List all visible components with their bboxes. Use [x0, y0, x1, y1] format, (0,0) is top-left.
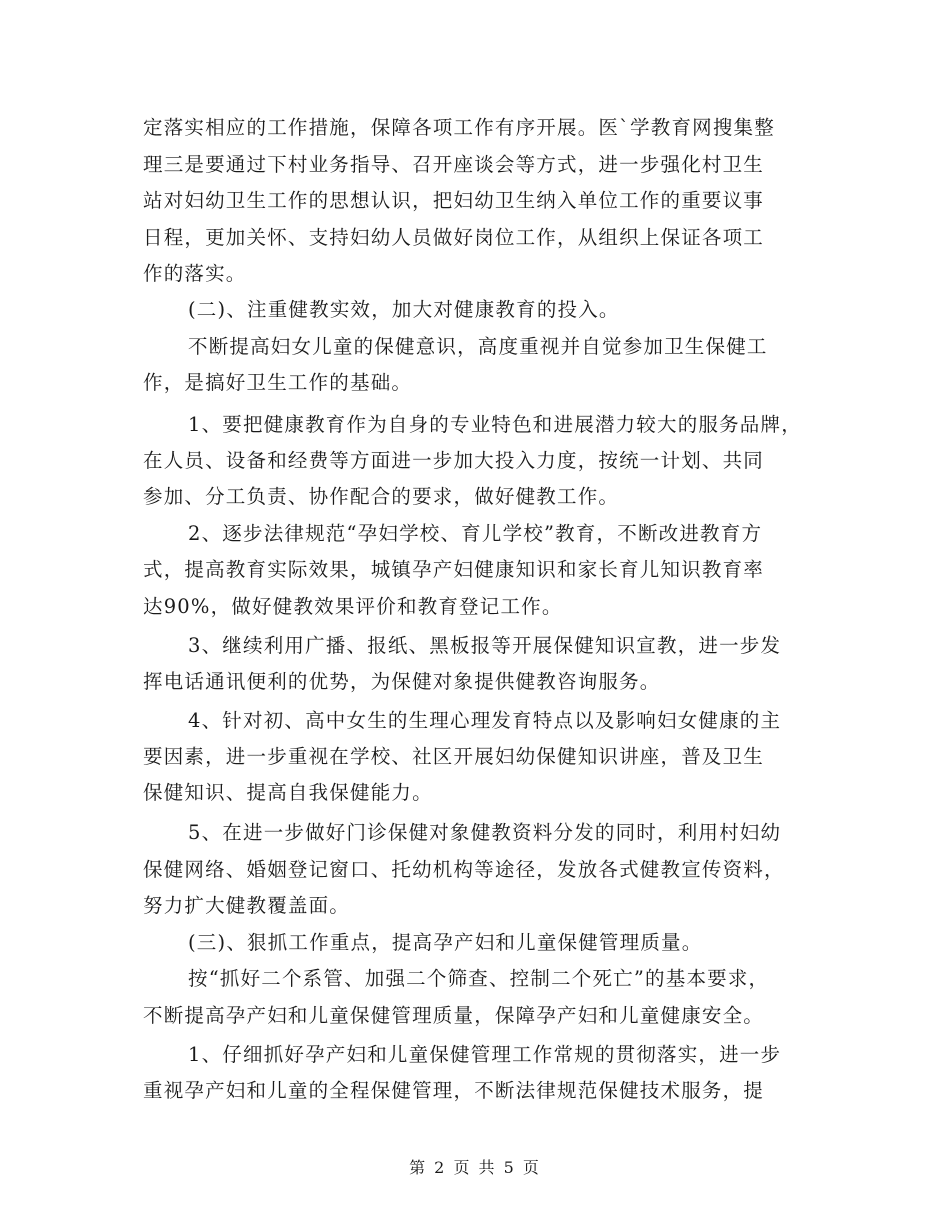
list-item-start: 1、仔细抓好孕产妇和儿童保健管理工作常规的贯彻落实，进一步 [188, 1043, 782, 1066]
text-line: 站对妇幼卫生工作的思想认识，把妇幼卫生纳入单位工作的重要议事 [143, 189, 765, 212]
section-heading: (三)、狠抓工作重点，提高孕产妇和儿童保健管理质量。 [188, 931, 703, 954]
text-line: 努力扩大健教覆盖面。 [143, 894, 351, 917]
text-line: 要因素，进一步重视在学校、社区开展妇幼保健知识讲座，普及卫生 [143, 745, 765, 768]
text-line: 式，提高教育实际效果，城镇孕产妇健康知识和家长育儿知识教育率 [143, 558, 765, 581]
text-line: 理三是要通过下村业务指导、召开座谈会等方式，进一步强化村卫生 [143, 153, 765, 176]
section-heading: (二)、注重健教实效，加大对健康教育的投入。 [188, 298, 620, 321]
text-line: 定落实相应的工作措施，保障各项工作有序开展。医`学教育网搜集整 [143, 116, 775, 139]
text-line: 保健知识、提高自我保健能力。 [143, 781, 433, 804]
list-item-start: 4、针对初、高中女生的生理心理发育特点以及影响妇女健康的主 [188, 709, 782, 732]
text-line: 日程，更加关怀、支持妇幼人员做好岗位工作，从组织上保证各项工 [143, 226, 765, 249]
page-number: 第 2 页 共 5 页 [409, 1158, 541, 1177]
list-item-start: 3、继续利用广播、报纸、黑板报等开展保健知识宣教，进一步发 [188, 634, 782, 657]
text-line: 重视孕产妇和儿童的全程保健管理，不断法律规范保健技术服务，提 [143, 1079, 765, 1102]
paragraph-start: 按“抓好二个系管、加强二个筛查、控制二个死亡”的基本要求， [188, 967, 770, 990]
text-line: 达90%，做好健教效果评价和教育登记工作。 [143, 595, 563, 618]
list-item-start: 5、在进一步做好门诊保健对象健教资料分发的同时，利用村妇幼 [188, 821, 782, 844]
text-line: 在人员、设备和经费等方面进一步加大投入力度，按统一计划、共同 [143, 449, 765, 472]
text-line: 作，是搞好卫生工作的基础。 [143, 371, 413, 394]
list-item-start: 2、逐步法律规范“孕妇学校、育儿学校”教育，不断改进教育方 [188, 522, 763, 545]
text-line: 参加、分工负责、协作配合的要求，做好健教工作。 [143, 485, 620, 508]
text-line: 不断提高孕产妇和儿童保健管理质量，保障孕产妇和儿童健康安全。 [143, 1004, 765, 1027]
text-line: 作的落实。 [143, 262, 247, 285]
list-item-start: 1、要把健康教育作为自身的专业特色和进展潜力较大的服务品牌， [188, 413, 802, 436]
paragraph-start: 不断提高妇女儿童的保健意识，高度重视并自觉参加卫生保健工 [188, 335, 768, 358]
text-line: 保健网络、婚姻登记窗口、托幼机构等途径，发放各式健教宣传资料， [143, 858, 785, 881]
text-line: 挥电话通讯便利的优势，为保健对象提供健教咨询服务。 [143, 670, 661, 693]
